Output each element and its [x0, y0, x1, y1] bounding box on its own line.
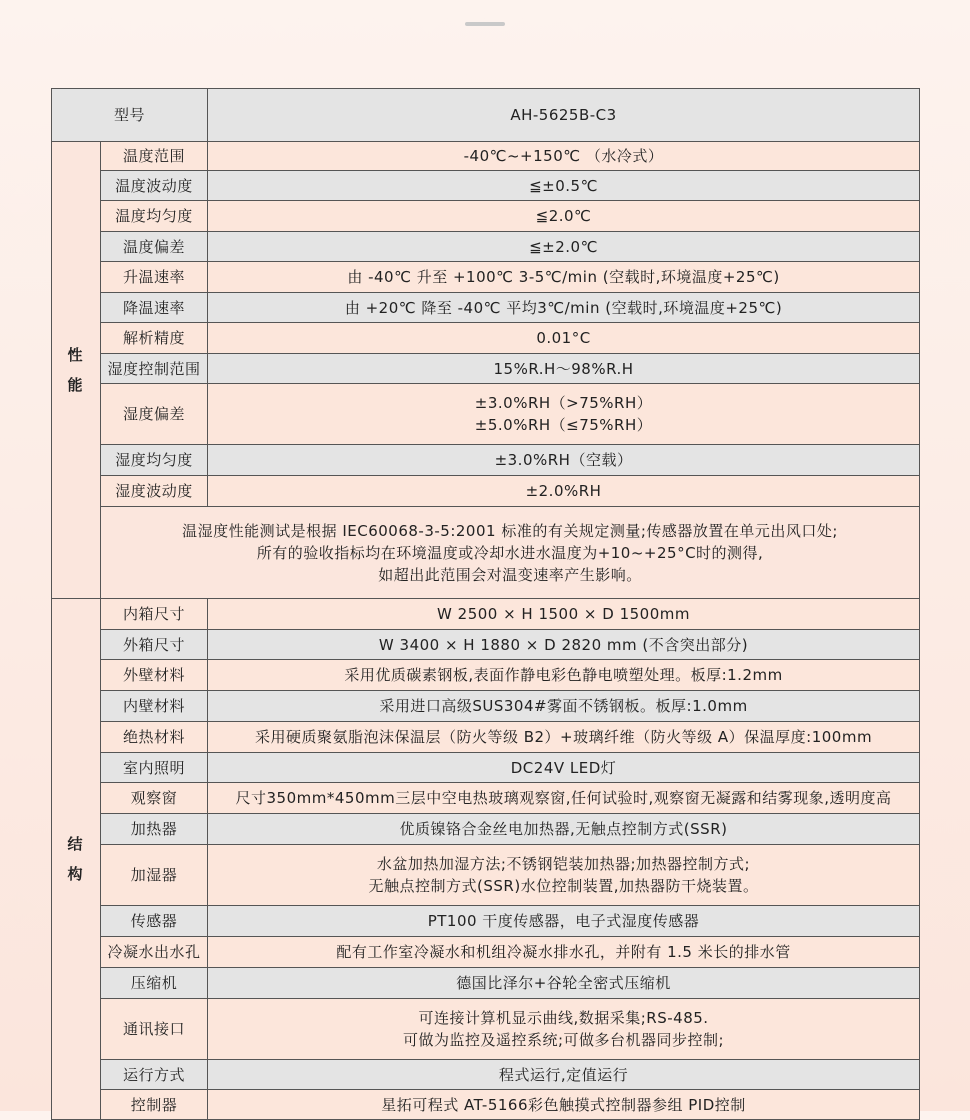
spec-value [208, 968, 920, 999]
spec-row [52, 783, 920, 814]
spec-value-line: 0.01°C [536, 329, 591, 347]
spec-value [208, 232, 920, 262]
spec-value-line: W 3400 × H 1880 × D 2820 mm (不含突出部分) [378, 635, 749, 654]
spec-label: 温度偏差 [101, 232, 208, 262]
spec-value-line: DC24V LED灯 [510, 758, 617, 777]
spec-row [52, 906, 920, 937]
spec-value-line: ±3.0%RH（空载） [494, 451, 633, 469]
spec-label: 湿度控制范围 [101, 354, 208, 384]
spec-row [52, 753, 920, 783]
spec-label: 湿度波动度 [101, 476, 208, 507]
spec-value-line: ±2.0%RH [525, 482, 602, 500]
spec-row [52, 171, 920, 201]
spec-value-line: ±5.0%RH（≤75%RH） [474, 416, 653, 434]
note-line: 如超出此范围会对温变速率产生影响。 [378, 565, 642, 584]
spec-row [52, 323, 920, 354]
spec-value-line: 配有工作室冷凝水和机组冷凝水排水孔，并附有 1.5 米长的排水管 [336, 943, 791, 961]
spec-row [52, 201, 920, 232]
spec-value [208, 142, 920, 171]
spec-row [52, 599, 920, 630]
spec-label: 压缩机 [101, 968, 208, 999]
spec-value-line: 尺寸350mm*450mm三层中空电热玻璃观察窗,任何试验时,观察窗无凝露和结雾现象,透明度高 [235, 789, 892, 807]
spec-value [208, 201, 920, 232]
spec-row [52, 1090, 920, 1120]
note-line: 所有的验收指标均在环境温度或冷却水进水温度为+10~+25°C时的测得, [256, 543, 764, 562]
spec-value [208, 262, 920, 293]
spec-label: 通讯接口 [101, 999, 208, 1060]
spec-value [208, 783, 920, 814]
spec-row [52, 354, 920, 384]
spec-row [52, 630, 920, 660]
spec-value [208, 753, 920, 783]
spec-label: 升温速率 [101, 262, 208, 293]
spec-label: 运行方式 [101, 1060, 208, 1090]
spec-value-line: 由 +20℃ 降至 -40℃ 平均3℃/min (空载时,环境温度+25℃) [344, 298, 783, 317]
spec-value-line: 德国比泽尔+谷轮全密式压缩机 [456, 974, 671, 992]
model-label: 型号 [52, 89, 208, 142]
spec-label: 湿度均匀度 [101, 445, 208, 476]
spec-value-line: 可做为监控及遥控系统;可做多台机器同步控制; [402, 1031, 725, 1049]
model-row [52, 89, 920, 142]
spec-value-line: 程式运行,定值运行 [498, 1065, 629, 1084]
spec-label: 温度范围 [101, 142, 208, 171]
spec-value [208, 691, 920, 722]
model-value: AH-5625B-C3 [208, 89, 920, 142]
performance-group-char: 性 [67, 346, 85, 364]
spec-value [208, 354, 920, 384]
spec-row [52, 814, 920, 845]
spec-value-line: 可连接计算机显示曲线,数据采集;RS-485. [418, 1009, 709, 1027]
spec-label: 温度波动度 [101, 171, 208, 201]
spec-label: 外箱尺寸 [101, 630, 208, 660]
spec-row [52, 445, 920, 476]
note-line: 温湿度性能测试是根据 IEC60068-3-5:2001 标准的有关规定测量;传感器放置在单元出风口处; [182, 521, 838, 540]
spec-label: 湿度偏差 [101, 384, 208, 445]
spec-label: 降温速率 [101, 293, 208, 323]
spec-value [208, 384, 920, 445]
spec-value [208, 999, 920, 1060]
spec-label: 观察窗 [101, 783, 208, 814]
spec-value-line: 采用优质碳素钢板,表面作静电彩色静电喷塑处理。板厚:1.2mm [344, 666, 783, 684]
spec-label: 绝热材料 [101, 722, 208, 753]
spec-row [52, 142, 920, 171]
spec-value [208, 476, 920, 507]
spec-label: 控制器 [101, 1090, 208, 1120]
spec-value [208, 599, 920, 630]
spec-value [208, 937, 920, 968]
spec-value-line: W 2500 × H 1500 × D 1500mm [437, 605, 690, 623]
structure-group-label [52, 599, 101, 1120]
spec-value [208, 814, 920, 845]
spec-value-line: ≦±0.5℃ [529, 176, 598, 195]
spec-value-line: 采用进口高级SUS304#雾面不锈钢板。板厚:1.0mm [379, 697, 748, 715]
spec-value-line: -40℃~+150℃ （水冷式） [463, 147, 664, 165]
spec-row [52, 660, 920, 691]
spec-row [52, 968, 920, 999]
spec-label: 解析精度 [101, 323, 208, 354]
spec-row [52, 722, 920, 753]
spec-value [208, 1090, 920, 1120]
drag-handle [465, 22, 505, 26]
spec-value-line: ±3.0%RH（>75%RH） [474, 394, 653, 412]
spec-value [208, 906, 920, 937]
performance-note [101, 507, 920, 599]
spec-value-line: ≦±2.0℃ [529, 237, 598, 256]
spec-label: 外壁材料 [101, 660, 208, 691]
structure-group-char: 结 [67, 835, 85, 853]
performance-group-label [52, 142, 101, 599]
spec-row [52, 476, 920, 507]
spec-value-line: 15%R.H～98%R.H [493, 359, 634, 378]
spec-row [52, 232, 920, 262]
spec-label: 传感器 [101, 906, 208, 937]
spec-row [52, 384, 920, 445]
spec-label: 加热器 [101, 814, 208, 845]
spec-value-line: 无触点控制方式(SSR)水位控制装置,加热器防干烧装置。 [368, 877, 759, 895]
spec-label: 加湿器 [101, 845, 208, 906]
spec-row [52, 293, 920, 323]
spec-table [51, 88, 920, 1120]
spec-value [208, 171, 920, 201]
spec-value-line: PT100 干度传感器，电子式湿度传感器 [427, 912, 700, 930]
spec-value-line: 星拓可程式 AT-5166彩色触摸式控制器参组 PID控制 [381, 1095, 746, 1114]
spec-value [208, 445, 920, 476]
spec-value-line: 优质镍铬合金丝电加热器,无触点控制方式(SSR) [399, 820, 728, 838]
spec-value-line: 由 -40℃ 升至 +100℃ 3-5℃/min (空载时,环境温度+25℃) [347, 268, 780, 286]
spec-label: 冷凝水出水孔 [101, 937, 208, 968]
spec-row [52, 999, 920, 1060]
spec-value-line: ≦2.0℃ [535, 207, 592, 225]
spec-row [52, 262, 920, 293]
spec-row [52, 937, 920, 968]
spec-value [208, 1060, 920, 1090]
spec-label: 内壁材料 [101, 691, 208, 722]
spec-value [208, 722, 920, 753]
spec-value [208, 630, 920, 660]
spec-value [208, 293, 920, 323]
spec-value-line: 采用硬质聚氨脂泡沫保温层（防火等级 B2）+玻璃纤维（防火等级 A）保温厚度:100mm [254, 728, 873, 746]
spec-value [208, 845, 920, 906]
spec-row [52, 1060, 920, 1090]
note-row [52, 507, 920, 599]
spec-row [52, 845, 920, 906]
spec-value [208, 660, 920, 691]
spec-value [208, 323, 920, 354]
spec-row [52, 691, 920, 722]
performance-group-char: 能 [67, 376, 85, 394]
structure-group-char: 构 [67, 865, 85, 883]
spec-label: 室内照明 [101, 753, 208, 783]
spec-label: 温度均匀度 [101, 201, 208, 232]
spec-value-line: 水盆加热加湿方法;不锈钢铠装加热器;加热器控制方式; [376, 855, 751, 873]
spec-label: 内箱尺寸 [101, 599, 208, 630]
